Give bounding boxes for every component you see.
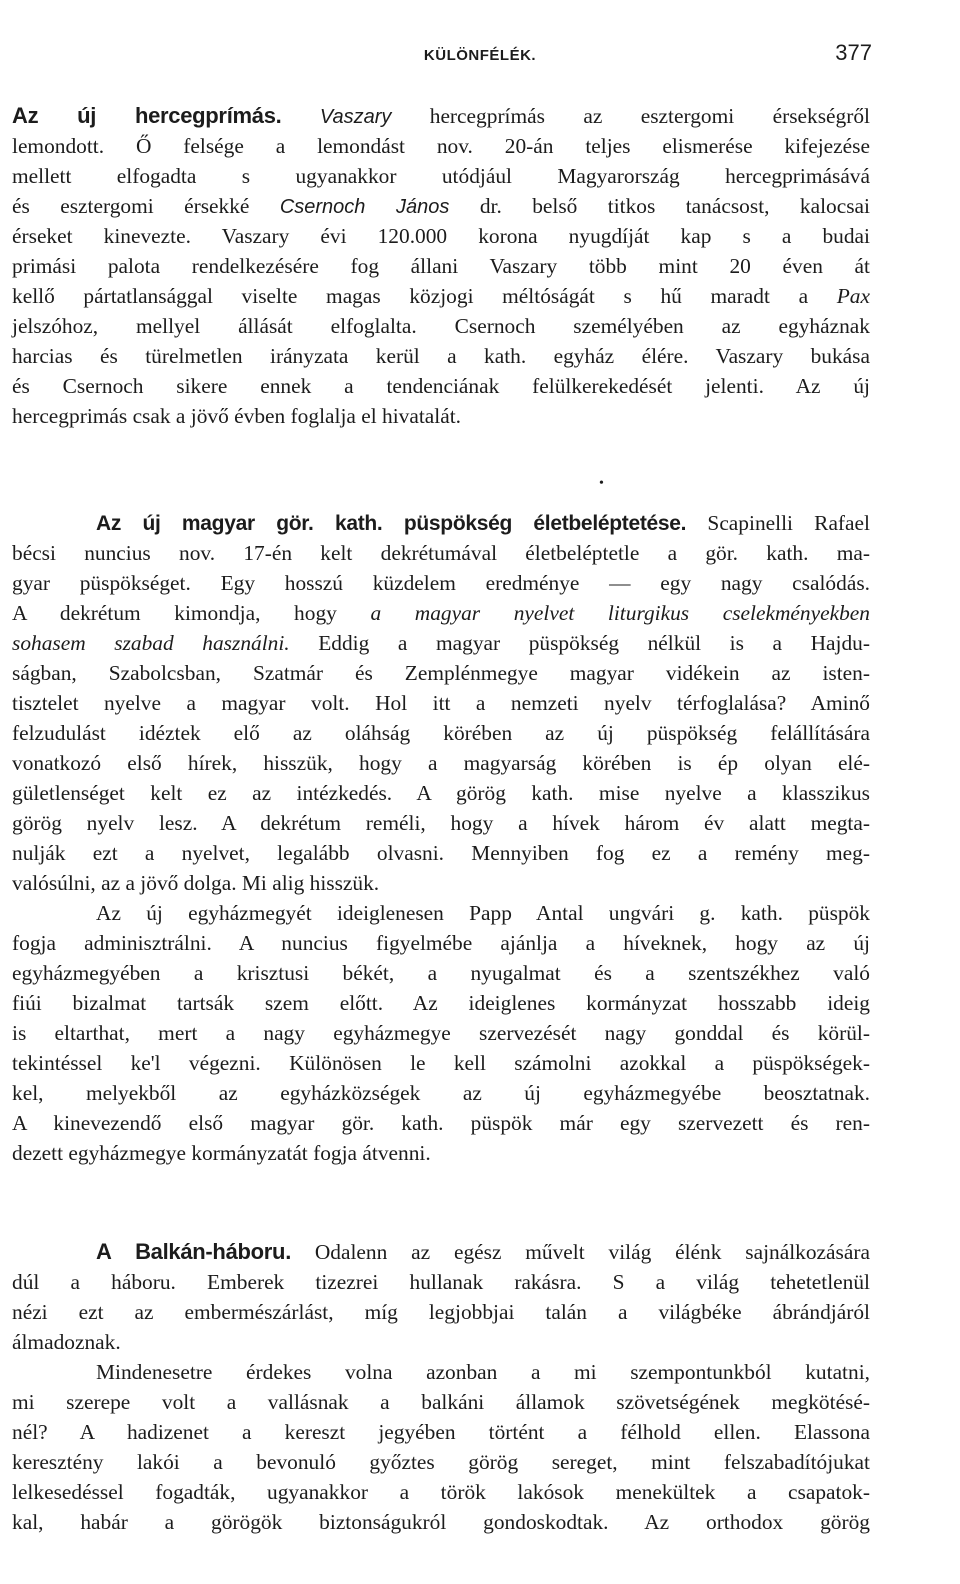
text-line: is eltarthat, mert a nagy egyházmegye szervezését nagy gonddal és körül-	[12, 1021, 870, 1045]
text-line: Az új hercegprímás. Vaszary hercegprímás az esztergomi érsekségről	[12, 103, 870, 128]
separator-dot: •	[599, 476, 604, 491]
text-line: görög nyelv lesz. A dekrétum reméli, hogy a hívek három év alatt megta-	[12, 811, 870, 835]
text-line: gületlenséget kelt ez az intézkedés. A görög kath. mise nyelve a klasszikus	[12, 781, 870, 805]
text-line: vonatkozó első hírek, hisszük, hogy a magyarság körében is ép olyan elé-	[12, 751, 870, 775]
italic-quote: sohasem szabad használni.	[12, 631, 290, 655]
text-line: kellő pártatlansággal viselte magas közjogi méltóságát s hű maradt a Pax	[12, 284, 870, 308]
text-line: nulják ezt a nyelvet, legalább olvasni. Mennyiben fog ez a remény meg-	[12, 841, 870, 865]
text-line: lelkesedéssel fogadták, ugyanakkor a török lakósok menekültek a csapatok-	[12, 1480, 870, 1504]
text-line: harcias és türelmetlen irányzata kerül a kath. egyház élére. Vaszary bukása	[12, 344, 870, 368]
italic-quote: a magyar nyelvet liturgikus cselekményekben	[370, 601, 870, 625]
text-line: keresztény lakói a bevonuló győztes görög sereget, mint felszabadítójukat	[12, 1450, 870, 1474]
section-balkan-war	[12, 1237, 870, 1537]
italic-pax: Pax	[836, 284, 870, 308]
text-line: gyar püspökséget. Egy hosszú küzdelem eredménye — egy nagy csalódás.	[12, 571, 870, 595]
page-number: 377	[835, 40, 872, 65]
section-greek-catholic-diocese	[12, 508, 870, 1168]
text-line: A Balkán-háboru. Odalenn az egész művelt világ élénk sajnálkozására	[96, 1239, 870, 1264]
text-line: hercegprimás csak a jövő évben foglalja el hivatalát.	[12, 404, 462, 428]
text-line: tekintéssel ke'l végezni. Különösen le kell számolni azokkal a püspökségek-	[12, 1051, 870, 1075]
text-line: Az új egyházmegyét ideiglenesen Papp Antal ungvári g. kath. püspök	[96, 901, 870, 925]
text-line: Mindenesetre érdekes volna azonban a mi szempontunkból kutatni,	[96, 1360, 870, 1384]
text-line: dezett egyházmegye kormányzatát fogja átvenni.	[12, 1141, 431, 1165]
text-line: fiúi bizalmat tartsák szem előtt. Az ideiglenes kormányzat hosszabb ideig	[12, 991, 870, 1015]
text-line: primási palota rendelkezésére fog állani Vaszary több mint 20 éven át	[12, 254, 870, 278]
text-line: mi szerepe volt a vallásnak a balkáni államok szövetségének megkötésé-	[12, 1390, 870, 1414]
text-line: felzudulást idéztek elő az oláhság körében az új püspökség felállítására	[12, 721, 870, 745]
text-line: tisztelet nyelve a magyar volt. Hol itt a nemzeti nyelv térfoglalása? Aminő	[12, 691, 870, 715]
text-line: mellett elfogadta s ugyanakkor utódjául Magyarország hercegprimásává	[12, 164, 870, 188]
text-line: sohasem szabad használni. Eddig a magyar püspökség nélkül is a Hajdu-	[12, 631, 870, 655]
text-line: A kinevezendő első magyar gör. kath. püspök már egy szervezett és ren-	[12, 1111, 870, 1135]
text-line: álmadoznak.	[12, 1330, 121, 1354]
text-line: és esztergomi érsekké Csernoch János dr. belső titkos tanácsost, kalocsai	[12, 194, 870, 218]
name-vaszary: Vaszary	[319, 106, 392, 128]
section-heading: A Balkán-háboru.	[96, 1239, 291, 1264]
section-heading: Az új magyar gör. kath. püspökség életbeléptetése.	[96, 512, 687, 535]
text-line: kal, habár a görögök biztonságukról gondoskodtak. Az orthodox görög	[12, 1510, 870, 1534]
text-line: jelszóhoz, mellyel állását elfoglalta. Csernoch személyében az egyháznak	[12, 314, 870, 338]
section-heading: Az új hercegprímás.	[12, 103, 282, 128]
text-line: Az új magyar gör. kath. püspökség életbeléptetése. Scapinelli Rafael	[96, 511, 870, 535]
text-line: dúl a háboru. Emberek tizezrei hullanak rakásra. S a világ tehetetlenül	[12, 1270, 870, 1294]
text-line: bécsi nuncius nov. 17-én kelt dekrétumával életbeléptetle a gör. kath. ma-	[12, 541, 870, 565]
running-header: KÜLÖNFÉLÉK.	[423, 47, 537, 64]
section-new-primate	[12, 101, 870, 431]
text-line: érseket kinevezte. Vaszary évi 120.000 korona nyugdíját kap s a budai	[12, 224, 870, 248]
text-line: valósúlni, az a jövő dolga. Mi alig hisszük.	[12, 871, 380, 895]
text-line: A dekrétum kimondja, hogy a magyar nyelvet liturgikus cselekményekben	[12, 601, 870, 625]
text-line: egyházmegyében a krisztusi békét, a nyugalmat és a szentszékhez való	[12, 961, 870, 985]
text-line: nél? A hadizenet a kereszt jegyében történt a félhold ellen. Elassona	[12, 1420, 870, 1444]
name-csernoch: Csernoch János	[279, 196, 450, 218]
text-line: ságban, Szabolcsban, Szatmár és Zemplénmegye magyar vidékein az isten-	[12, 661, 870, 685]
text-line: kel, melyekből az egyházközségek az új egyházmegyébe beosztatnak.	[12, 1081, 870, 1105]
text-line: nézi ezt az embermészárlást, míg legjobbjai talán a világbéke ábrándjáról	[12, 1300, 870, 1324]
text-line: és Csernoch sikere ennek a tendenciának felülkerekedését jelenti. Az új	[12, 374, 870, 398]
text-line: lemondott. Ő felsége a lemondást nov. 20-án teljes elismerése kifejezése	[12, 134, 870, 158]
text-line: fogja adminisztrálni. A nuncius figyelmébe ajánlja a híveknek, hogy az új	[12, 931, 870, 955]
